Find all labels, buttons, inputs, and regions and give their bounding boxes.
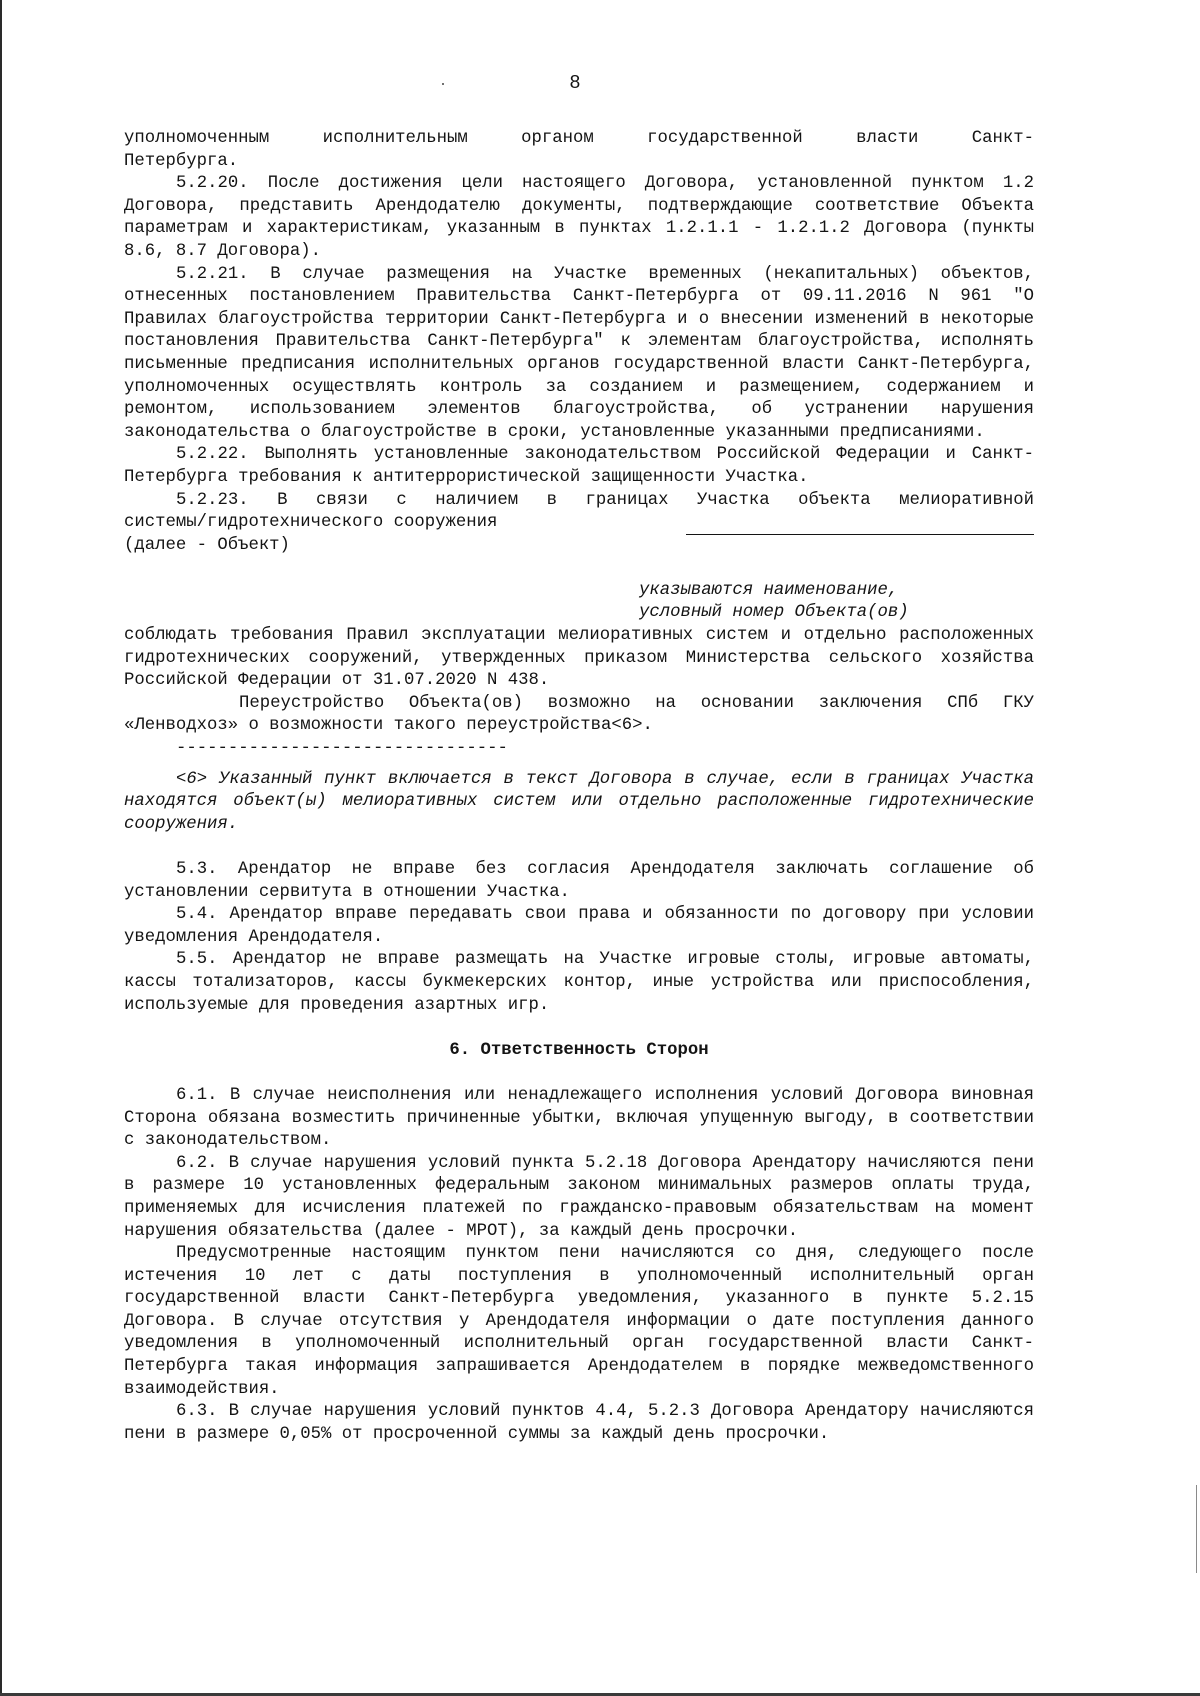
spacer	[124, 761, 1034, 769]
clause-6-2: 6.2. В случае нарушения условий пункта 5.2.18 Договора Арендатору начисляются пени в размере 10 установленных федеральным законом минимальных размеров оплаты труда, применяемых для исчисления платежей по гражданско-правовым обязательствам на момент нарушения обязательства (далее - МРОТ), за каждый день просрочки.	[124, 1153, 1034, 1241]
spacer	[124, 1062, 1034, 1085]
continuation-line-2: Петербурга.	[124, 151, 239, 171]
clause-5-2-21: 5.2.21. В случае размещения на Участке временных (некапитальных) объектов, отнесенных постановлением Правительства Санкт-Петербурга от 09.11.2016 N 961 "О Правилах благоустройства территории Санкт-Петербурга и о внесении изменений в некоторые постановления Правительства Санкт-Петербурга" к элементам благоустройства, исполнять письменные предписания исполнительных органов государственной власти Санкт-Петербурга, уполномоченных осуществлять контроль за созданием и размещением, содержанием и ремонтом, использованием элементов благоустройства, об устранении нарушения законодательства о благоустройстве в сроки, установленные указанными предписаниями.	[124, 264, 1034, 442]
clause-5-2-23-line2: системы/гидротехнического сооружения	[124, 513, 498, 533]
clause-5-2-23-rest: соблюдать требования Правил эксплуатации мелиоративных систем и отдельно расположенных гидротехнических сооружений, утвержденных приказом Министерства сельского хозяйства Российской Федерации от 31.07.2020 N 438.	[124, 626, 1034, 691]
restructure-paragraph: Переустройство Объекта(ов) возможно на основании заключения СПб ГКУ «Ленводхоз» о возможности такого переустройства<6>.	[124, 693, 1034, 736]
spacer	[124, 557, 1034, 580]
clause-5-2-23-line1: 5.2.23. В связи с наличием в границах Участка объекта мелиоративной	[176, 490, 1034, 510]
scan-dot	[442, 83, 444, 85]
continuation-line: уполномоченным исполнительным органом государственной власти Санкт-	[124, 129, 1034, 148]
clause-6-1: 6.1. В случае неисполнения или ненадлежащего исполнения условий Договора виновная Сторона обязана возместить причиненные убытки, включая упущенную выгоду, в соответствии с законодательством.	[124, 1085, 1034, 1151]
paragraph-continuation	[124, 128, 1034, 151]
clause-5-3: 5.3. Арендатор не вправе без согласия Арендодателя заключать соглашение об установлении сервитута в отношении Участка.	[124, 860, 1034, 902]
blank-caption-1: указываются наименование,	[639, 580, 899, 600]
spacer	[124, 1017, 1034, 1040]
scan-left-edge	[0, 0, 2, 1696]
clause-6-3: 6.3. В случае нарушения условий пунктов 4.4, 5.2.3 Договора Арендатору начисляются пени в размере 0,05% от просроченной суммы за каждый день просрочки.	[124, 1402, 1034, 1444]
clause-5-2-23-line2-row	[124, 512, 1034, 535]
clause-5-4: 5.4. Арендатор вправе передавать свои права и обязанности по договору при условии уведомления Арендодателя.	[124, 905, 1034, 947]
section-heading-6: 6. Ответственность Сторон	[449, 1040, 709, 1060]
clause-5-2-23-line3: (далее - Объект)	[124, 535, 290, 555]
footnote-separator: --------------------------------	[176, 739, 508, 759]
clause-5-2-22: 5.2.22. Выполнять установленные законодательством Российской Федерации и Санкт-Петербурга требования к антитеррористической защищенности Участка.	[124, 445, 1034, 487]
clause-5-2-20: 5.2.20. После достижения цели настоящего Договора, установленной пунктом 1.2 Договора, представить Арендодателю документы, подтверждающие соответствие Объекта параметрам и характеристикам, указанным в пунктах 1.2.1.1 - 1.2.1.2 Договора (пункты 8.6, 8.7 Договора).	[124, 174, 1034, 261]
clause-6-2-continuation: Предусмотренные настоящим пунктом пени начисляются со дня, следующего после истечения 10 лет с даты поступления в уполномоченный исполнительный орган государственной власти Санкт-Петербурга уведомления, указанного в пункте 5.2.15 Договора. В случае отсутствия у Арендодателя информации о дате поступления данного уведомления в уполномоченный исполнительный орган государственной власти Санкт-Петербурга такая информация запрашивается Арендодателем в порядке межведомственного взаимодействия.	[124, 1244, 1034, 1399]
footnote-6: <6> Указанный пункт включается в текст Договора в случае, если в границах Участка находятся объект(ы) мелиоративных систем или отдельно расположенные гидротехнические сооружения.	[124, 769, 1034, 834]
page-number: 8	[569, 72, 581, 94]
document-body	[124, 128, 1034, 1446]
blank-fill-line	[686, 518, 1034, 535]
spacer	[124, 836, 1034, 859]
clause-5-5: 5.5. Арендатор не вправе размещать на Участке игровые столы, игровые автоматы, кассы тотализаторов, кассы букмекерских контор, иные устройства или приспособления, используемые для проведения азартных игр.	[124, 950, 1034, 1015]
blank-caption-2: условный номер Объекта(ов)	[639, 603, 909, 623]
scan-right-mark	[1196, 1485, 1197, 1573]
